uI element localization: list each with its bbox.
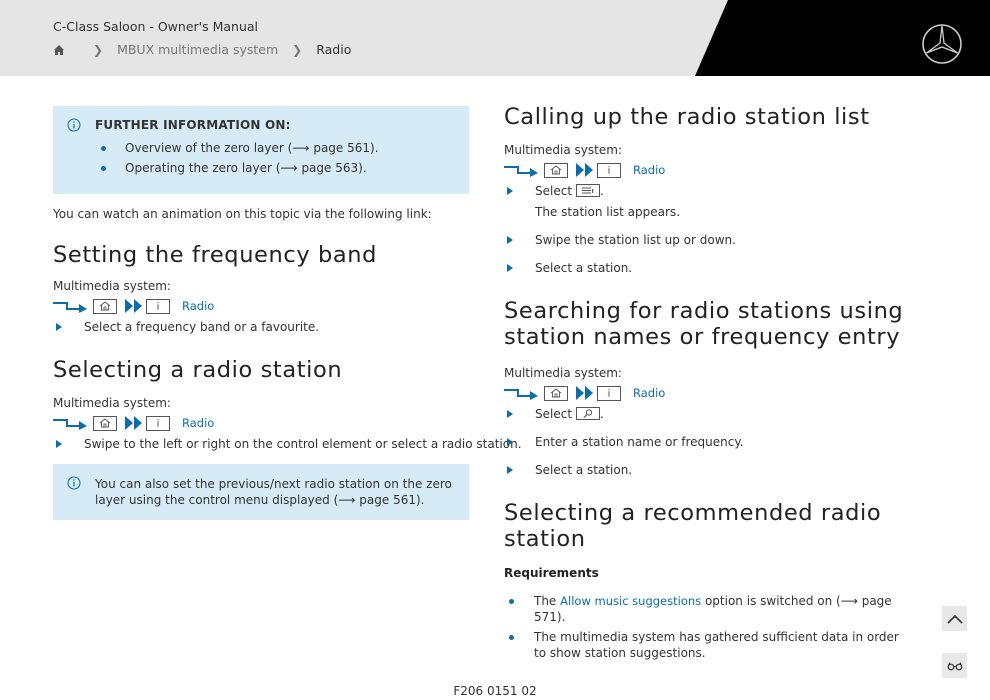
radio-link[interactable]: Radio xyxy=(182,299,215,313)
navigation-path xyxy=(504,384,904,402)
animation-link-text[interactable]: You can watch an animation on this topic via the following link: xyxy=(53,207,432,221)
radio-link[interactable]: Radio xyxy=(182,416,215,430)
left-column xyxy=(53,106,522,520)
step-item: Select a frequency band or a favourite. xyxy=(53,319,469,335)
multimedia-system-label: Multimedia system: xyxy=(504,366,622,380)
info-text: You can also set the previous/next radio station on the zero layer using the control menu displayed (⟶ page 561). xyxy=(95,477,452,507)
info-list-item[interactable]: Overview of the zero layer (⟶ page 561). xyxy=(125,138,455,158)
breadcrumb xyxy=(53,42,351,57)
section-title-searching-stations: Searching for radio stations using station names or frequency entry xyxy=(504,298,904,350)
chevron-up-icon xyxy=(947,614,963,624)
requirement-item xyxy=(504,593,904,625)
info-menu-icon xyxy=(597,386,621,401)
section-title-frequency-band: Setting the frequency band xyxy=(53,242,378,268)
info-menu-icon xyxy=(146,416,170,431)
search-icon xyxy=(576,407,600,420)
info-box-zero-layer xyxy=(53,464,469,520)
requirement-text: The xyxy=(534,594,557,608)
step-item: Swipe the station list up or down. xyxy=(504,232,904,248)
step-item: Select a station. xyxy=(504,462,904,478)
step-item: Swipe to the left or right on the control element or select a radio station. xyxy=(53,436,469,452)
home-icon[interactable] xyxy=(53,44,65,56)
breadcrumb-item-radio: Radio xyxy=(316,42,352,57)
step-item: Enter a station name or frequency. xyxy=(504,434,904,450)
double-chevron-icon xyxy=(125,299,143,313)
allow-music-suggestions-link[interactable]: Allow music suggestions xyxy=(560,594,702,608)
info-icon xyxy=(67,476,81,490)
double-chevron-icon xyxy=(576,163,594,177)
double-chevron-icon xyxy=(576,386,594,400)
navigation-path xyxy=(504,161,904,179)
home-icon xyxy=(544,386,568,401)
home-icon xyxy=(544,163,568,178)
header-black-panel xyxy=(0,0,990,76)
start-arrow-icon xyxy=(53,416,87,430)
navigation-path xyxy=(53,297,469,315)
mercedes-star-logo[interactable] xyxy=(921,23,963,65)
right-column xyxy=(504,104,904,661)
info-list-item[interactable]: Operating the zero layer (⟶ page 563). xyxy=(125,158,455,178)
requirement-text: option is switched on (⟶ page 571). xyxy=(534,594,892,624)
home-icon xyxy=(93,416,117,431)
multimedia-system-label: Multimedia system: xyxy=(53,396,171,410)
step-item: Select . xyxy=(504,406,904,422)
step-item: Select a station. xyxy=(504,260,904,276)
step-text: Select xyxy=(535,184,573,198)
info-icon xyxy=(67,118,81,132)
radio-link[interactable]: Radio xyxy=(633,163,666,177)
step-text: Select xyxy=(535,407,573,421)
glasses-icon xyxy=(947,661,963,671)
requirement-item: The multimedia system has gathered sufficient data in order to show station suggestions. xyxy=(504,629,904,661)
section-title-station-list: Calling up the radio station list xyxy=(504,104,870,130)
start-arrow-icon xyxy=(504,386,538,400)
step-item: Select . xyxy=(504,183,904,199)
section-title-recommended-station: Selecting a recommended radio station xyxy=(504,500,882,552)
figure-code: F206 0151 02 xyxy=(453,684,537,698)
page-header xyxy=(0,0,990,76)
multimedia-system-label: Multimedia system: xyxy=(53,279,171,293)
radio-link[interactable]: Radio xyxy=(633,386,666,400)
step-result: The station list appears. xyxy=(535,205,681,219)
reading-view-button[interactable] xyxy=(942,653,967,678)
breadcrumb-item-mbux[interactable]: MBUX multimedia system xyxy=(117,42,279,57)
chevron-right-icon: ❯ xyxy=(93,42,104,57)
info-menu-icon xyxy=(597,163,621,178)
start-arrow-icon xyxy=(53,299,87,313)
navigation-path xyxy=(53,414,469,432)
info-box-further-information xyxy=(53,106,469,194)
info-menu-icon xyxy=(146,299,170,314)
info-list xyxy=(95,138,455,178)
double-chevron-icon xyxy=(125,416,143,430)
station-list-icon xyxy=(576,184,600,197)
requirements-heading: Requirements xyxy=(504,566,599,580)
info-box-title: FURTHER INFORMATION ON: xyxy=(95,118,291,132)
multimedia-system-label: Multimedia system: xyxy=(504,143,622,157)
home-icon xyxy=(93,299,117,314)
chevron-right-icon: ❯ xyxy=(292,42,303,57)
document-title: C-Class Saloon - Owner's Manual xyxy=(53,19,258,34)
start-arrow-icon xyxy=(504,163,538,177)
scroll-to-top-button[interactable] xyxy=(942,606,967,631)
section-title-selecting-radio-station: Selecting a radio station xyxy=(53,357,343,383)
